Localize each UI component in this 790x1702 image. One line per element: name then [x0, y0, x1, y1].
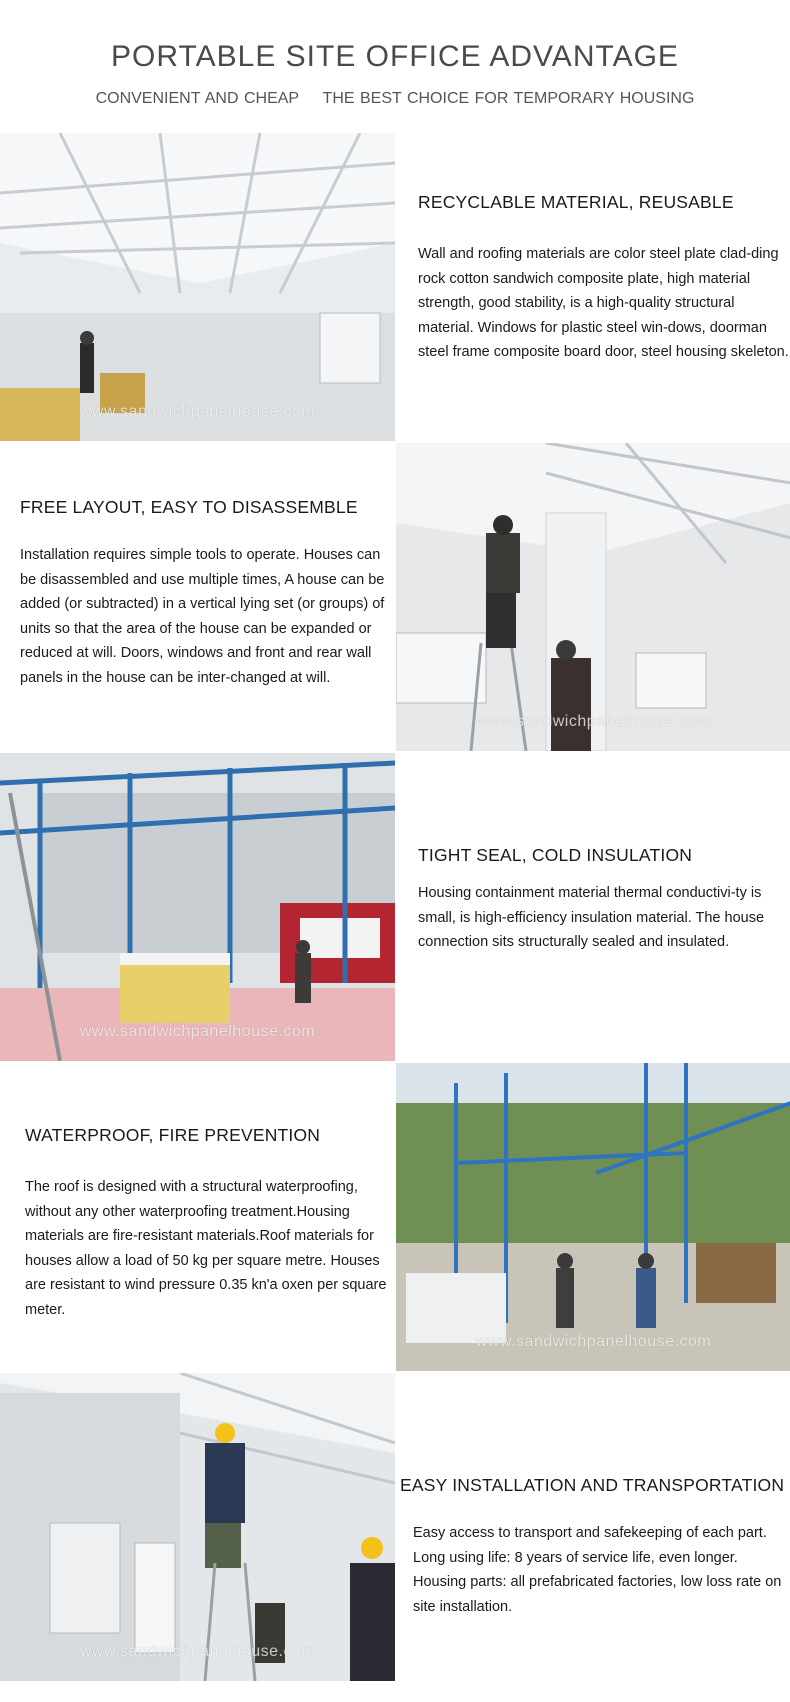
page-title: PORTABLE SITE OFFICE ADVANTAGE: [111, 40, 679, 73]
watermark: www.sandwichpanelhouse.com: [475, 713, 712, 730]
watermark: www.sandwichpanelhouse.com: [79, 403, 316, 420]
feature-text-easy-installation: [400, 1373, 788, 1619]
feature-row-waterproof: [0, 1063, 790, 1373]
feature-text-free-layout: [20, 443, 395, 690]
feature-title: TIGHT SEAL, COLD INSULATION: [418, 845, 693, 865]
feature-description: Easy access to transport and safekeeping of each part. Long using life: 8 years of service life, even longer. Housing parts: all prefabricated factories, low loss rate on site installation.: [413, 1525, 782, 1615]
page-header: [0, 0, 790, 133]
feature-title: RECYCLABLE MATERIAL, REUSABLE: [418, 192, 734, 212]
watermark: www.sandwichpanelhouse.com: [79, 1023, 316, 1040]
feature-text-recyclable: [418, 133, 790, 365]
feature-row-easy-installation: [0, 1373, 790, 1683]
watermark: www.sandwichpanelhouse.com: [475, 1333, 712, 1350]
feature-description: The roof is designed with a structural waterproofing, without any other waterproofing treatment.Housing materials are fire-resistant materials.Roof materials for houses allow a load of 50 kg per square metre. Houses are resistant to wind pressure 0.35 kn'a oxen per square meter.: [25, 1179, 387, 1318]
feature-row-recyclable: [0, 133, 790, 443]
feature-description: Wall and roofing materials are color steel plate clad-ding rock cotton sandwich composite plate, high material strength, good stability, is a high-quality structural material. Windows for plastic steel win-dows, doorman steel frame composite board door, steel housing skeleton.: [418, 246, 789, 360]
subtitle-convenient: CONVENIENT AND CHEAP: [95, 90, 300, 107]
photo-workers-installing-wall: [396, 443, 790, 751]
feature-text-tight-seal: [418, 753, 790, 955]
watermark: www.sandwichpanelhouse.com: [79, 1643, 316, 1660]
feature-row-free-layout: [0, 443, 790, 753]
photo-steel-frame-assembly: [0, 753, 395, 1061]
photo-workers-on-ladder: [0, 1373, 395, 1681]
feature-description: Installation requires simple tools to operate. Houses can be disassembled and use multiple times, A house can be added (or subtracted) in a vertical lying set (or groups) of units so that the area of the house can be expanded or reduced at will. Doors, windows and front and rear wall panels in the house can be inter-changed at will.: [20, 547, 385, 686]
feature-text-waterproof: [25, 1063, 400, 1322]
feature-description: Housing containment material thermal conductivi-ty is small, is high-efficiency insulation material. The house connection sits structurally sealed and insulated.: [418, 885, 765, 950]
feature-title: EASY INSTALLATION AND TRANSPORTATION: [400, 1475, 785, 1495]
feature-row-tight-seal: [0, 753, 790, 1063]
subtitle-best-choice: THE BEST CHOICE FOR TEMPORARY HOUSING: [322, 90, 695, 107]
photo-outdoor-frame-erection: [396, 1063, 790, 1371]
page-subtitle: [0, 90, 790, 108]
feature-title: WATERPROOF, FIRE PREVENTION: [25, 1125, 321, 1145]
feature-title: FREE LAYOUT, EASY TO DISASSEMBLE: [20, 497, 358, 517]
photo-interior-roof-frame: [0, 133, 395, 441]
